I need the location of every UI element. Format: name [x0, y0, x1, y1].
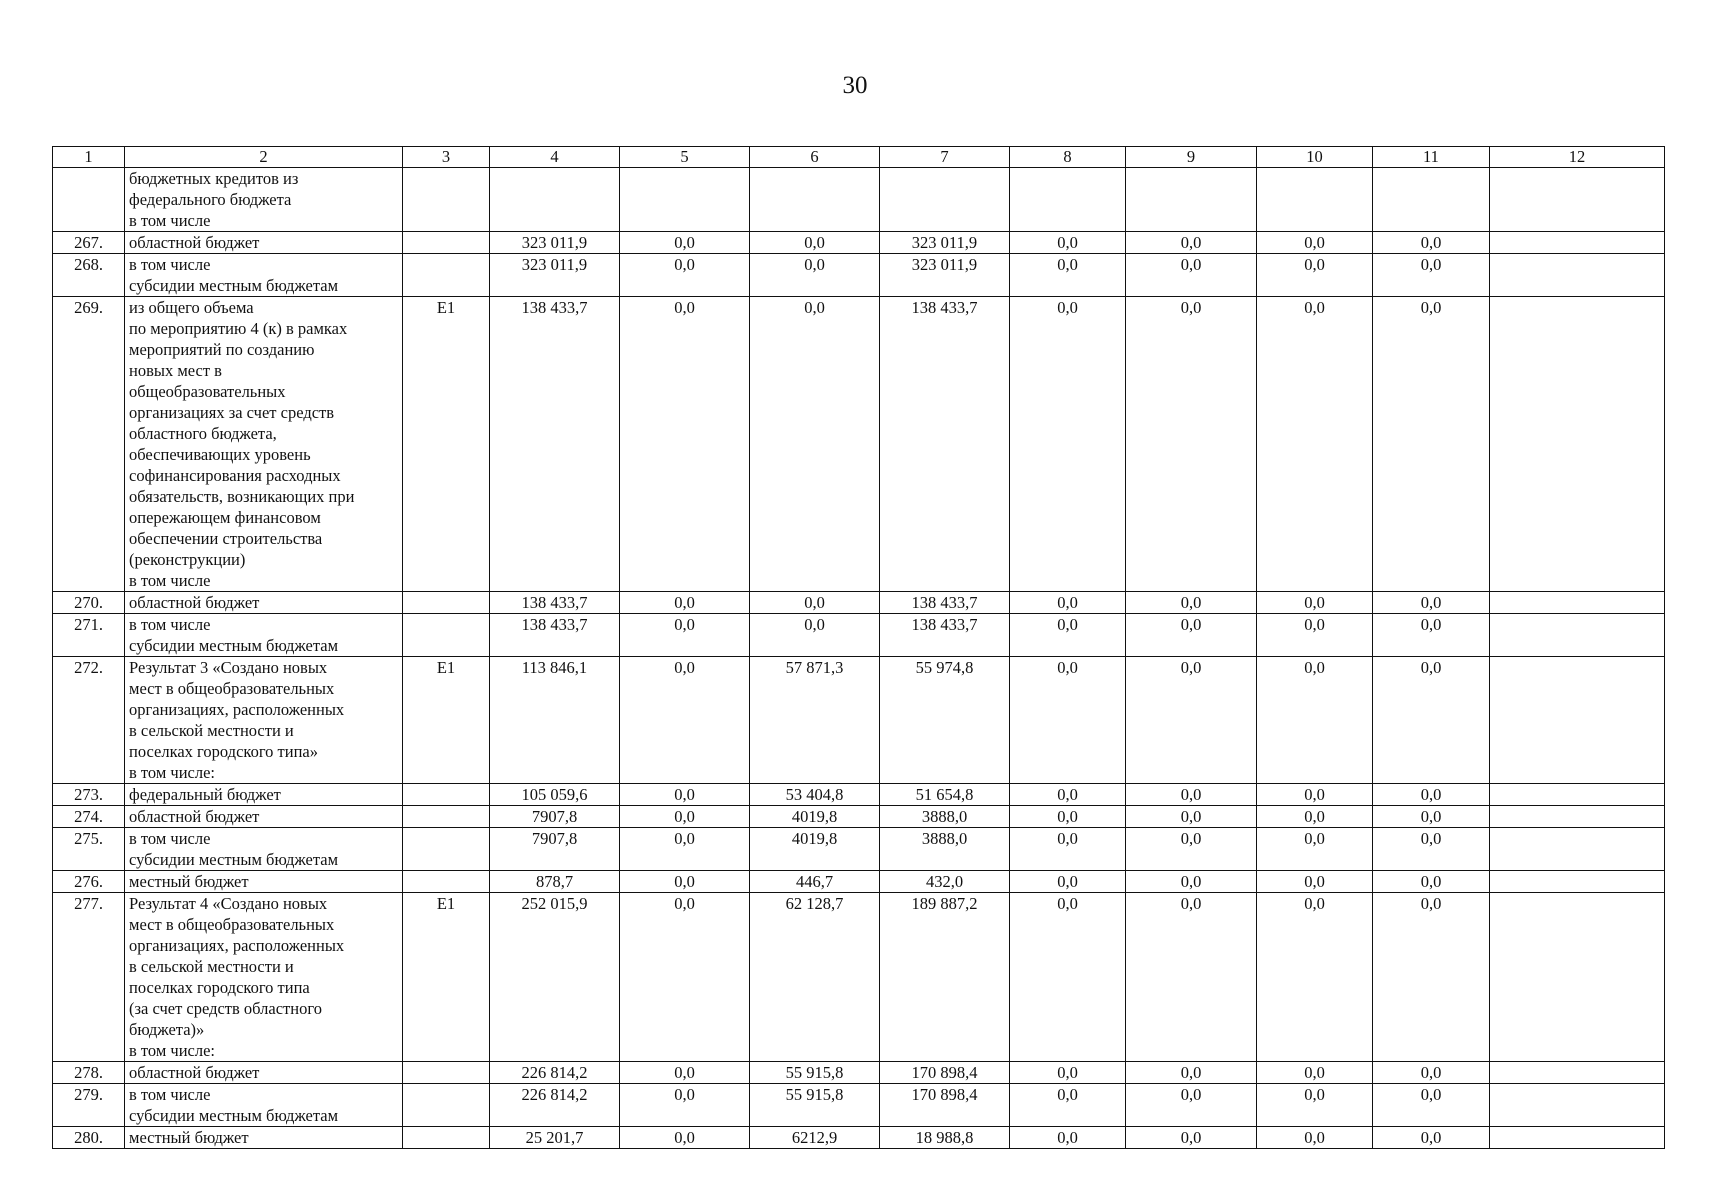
row-code [403, 1084, 490, 1127]
row-description: областной бюджет [125, 232, 403, 254]
table-row [53, 232, 1665, 254]
value-col-5: 0,0 [620, 657, 750, 784]
column-header: 11 [1373, 147, 1490, 168]
value-col-4 [490, 168, 620, 232]
row-number: 269. [53, 297, 125, 592]
table-row [53, 1084, 1665, 1127]
value-col-5: 0,0 [620, 1127, 750, 1149]
table-row [53, 784, 1665, 806]
value-col-11: 0,0 [1373, 592, 1490, 614]
value-col-6: 53 404,8 [750, 784, 880, 806]
row-code [403, 1062, 490, 1084]
value-col-9: 0,0 [1126, 893, 1257, 1062]
value-col-9: 0,0 [1126, 1127, 1257, 1149]
table-row [53, 657, 1665, 784]
row-number: 277. [53, 893, 125, 1062]
value-col-11: 0,0 [1373, 254, 1490, 297]
table-row [53, 828, 1665, 871]
row-description: бюджетных кредитов из федерального бюджета в том числе [125, 168, 403, 232]
value-col-12 [1490, 232, 1665, 254]
value-col-9: 0,0 [1126, 232, 1257, 254]
value-col-8: 0,0 [1010, 232, 1126, 254]
value-col-5: 0,0 [620, 232, 750, 254]
value-col-12 [1490, 1062, 1665, 1084]
value-col-7: 138 433,7 [880, 592, 1010, 614]
value-col-4: 105 059,6 [490, 784, 620, 806]
value-col-9: 0,0 [1126, 871, 1257, 893]
column-header: 12 [1490, 147, 1665, 168]
table-row [53, 1062, 1665, 1084]
column-header: 1 [53, 147, 125, 168]
row-description: из общего объема по мероприятию 4 (к) в рамках мероприятий по созданию новых мест в общеобразовательных организациях за счет средств областного бюджета, обеспечивающих уровень софинансирования расходных обязательств, возникающих при опережающем финансовом обеспечении строительства (реконструкции) в том числе [125, 297, 403, 592]
value-col-8: 0,0 [1010, 1084, 1126, 1127]
row-description: местный бюджет [125, 871, 403, 893]
row-description: в том числе субсидии местным бюджетам [125, 614, 403, 657]
column-header: 9 [1126, 147, 1257, 168]
value-col-12 [1490, 254, 1665, 297]
table-row [53, 614, 1665, 657]
value-col-6: 0,0 [750, 614, 880, 657]
value-col-11: 0,0 [1373, 806, 1490, 828]
row-code [403, 614, 490, 657]
value-col-10: 0,0 [1257, 1127, 1373, 1149]
value-col-12 [1490, 168, 1665, 232]
value-col-6: 0,0 [750, 232, 880, 254]
value-col-8: 0,0 [1010, 806, 1126, 828]
value-col-4: 25 201,7 [490, 1127, 620, 1149]
value-col-7: 55 974,8 [880, 657, 1010, 784]
value-col-7: 323 011,9 [880, 232, 1010, 254]
value-col-10: 0,0 [1257, 297, 1373, 592]
value-col-8 [1010, 168, 1126, 232]
table-row [53, 806, 1665, 828]
value-col-11: 0,0 [1373, 871, 1490, 893]
row-description: местный бюджет [125, 1127, 403, 1149]
value-col-10: 0,0 [1257, 592, 1373, 614]
value-col-10: 0,0 [1257, 254, 1373, 297]
page-number: 30 [842, 72, 868, 99]
value-col-9: 0,0 [1126, 806, 1257, 828]
value-col-4: 226 814,2 [490, 1062, 620, 1084]
table-row [53, 871, 1665, 893]
column-header: 6 [750, 147, 880, 168]
value-col-6: 4019,8 [750, 806, 880, 828]
row-code [403, 784, 490, 806]
value-col-6: 57 871,3 [750, 657, 880, 784]
value-col-9: 0,0 [1126, 1062, 1257, 1084]
value-col-6: 0,0 [750, 592, 880, 614]
value-col-6: 446,7 [750, 871, 880, 893]
value-col-7: 3888,0 [880, 828, 1010, 871]
value-col-5: 0,0 [620, 806, 750, 828]
column-header: 4 [490, 147, 620, 168]
value-col-7: 170 898,4 [880, 1084, 1010, 1127]
value-col-11: 0,0 [1373, 1084, 1490, 1127]
value-col-6: 55 915,8 [750, 1084, 880, 1127]
value-col-10: 0,0 [1257, 806, 1373, 828]
value-col-10: 0,0 [1257, 784, 1373, 806]
row-description: областной бюджет [125, 806, 403, 828]
column-header: 8 [1010, 147, 1126, 168]
value-col-4: 323 011,9 [490, 254, 620, 297]
row-number: 274. [53, 806, 125, 828]
value-col-8: 0,0 [1010, 871, 1126, 893]
budget-table [52, 146, 1665, 1149]
value-col-7: 432,0 [880, 871, 1010, 893]
value-col-8: 0,0 [1010, 657, 1126, 784]
value-col-5: 0,0 [620, 592, 750, 614]
value-col-6: 0,0 [750, 254, 880, 297]
value-col-7: 18 988,8 [880, 1127, 1010, 1149]
value-col-11: 0,0 [1373, 784, 1490, 806]
column-header: 3 [403, 147, 490, 168]
column-header: 2 [125, 147, 403, 168]
value-col-10: 0,0 [1257, 828, 1373, 871]
value-col-5: 0,0 [620, 893, 750, 1062]
value-col-7: 323 011,9 [880, 254, 1010, 297]
value-col-8: 0,0 [1010, 254, 1126, 297]
value-col-5: 0,0 [620, 828, 750, 871]
row-code [403, 1127, 490, 1149]
row-description: в том числе субсидии местным бюджетам [125, 828, 403, 871]
value-col-6 [750, 168, 880, 232]
value-col-12 [1490, 1084, 1665, 1127]
value-col-9: 0,0 [1126, 657, 1257, 784]
table-row [53, 254, 1665, 297]
row-description: областной бюджет [125, 1062, 403, 1084]
value-col-9: 0,0 [1126, 254, 1257, 297]
row-number: 279. [53, 1084, 125, 1127]
value-col-9: 0,0 [1126, 614, 1257, 657]
value-col-11: 0,0 [1373, 297, 1490, 592]
value-col-12 [1490, 871, 1665, 893]
value-col-12 [1490, 784, 1665, 806]
row-description: областной бюджет [125, 592, 403, 614]
value-col-11: 0,0 [1373, 232, 1490, 254]
column-header: 7 [880, 147, 1010, 168]
value-col-9: 0,0 [1126, 297, 1257, 592]
row-number: 268. [53, 254, 125, 297]
value-col-7: 189 887,2 [880, 893, 1010, 1062]
value-col-8: 0,0 [1010, 1062, 1126, 1084]
value-col-9: 0,0 [1126, 784, 1257, 806]
value-col-12 [1490, 297, 1665, 592]
row-description: в том числе субсидии местным бюджетам [125, 1084, 403, 1127]
value-col-4: 7907,8 [490, 806, 620, 828]
value-col-8: 0,0 [1010, 592, 1126, 614]
value-col-6: 4019,8 [750, 828, 880, 871]
value-col-12 [1490, 592, 1665, 614]
value-col-12 [1490, 657, 1665, 784]
table-row [53, 168, 1665, 232]
value-col-10: 0,0 [1257, 1062, 1373, 1084]
value-col-9: 0,0 [1126, 1084, 1257, 1127]
row-number: 276. [53, 871, 125, 893]
row-description: федеральный бюджет [125, 784, 403, 806]
row-number: 278. [53, 1062, 125, 1084]
value-col-12 [1490, 806, 1665, 828]
value-col-7: 138 433,7 [880, 297, 1010, 592]
value-col-10: 0,0 [1257, 232, 1373, 254]
value-col-4: 323 011,9 [490, 232, 620, 254]
value-col-4: 138 433,7 [490, 297, 620, 592]
value-col-7 [880, 168, 1010, 232]
row-number: 280. [53, 1127, 125, 1149]
table-row [53, 1127, 1665, 1149]
value-col-10: 0,0 [1257, 657, 1373, 784]
value-col-8: 0,0 [1010, 828, 1126, 871]
value-col-9: 0,0 [1126, 828, 1257, 871]
value-col-4: 878,7 [490, 871, 620, 893]
value-col-9: 0,0 [1126, 592, 1257, 614]
value-col-12 [1490, 614, 1665, 657]
table-row [53, 297, 1665, 592]
row-number: 275. [53, 828, 125, 871]
row-code [403, 168, 490, 232]
row-code: Е1 [403, 893, 490, 1062]
row-number: 271. [53, 614, 125, 657]
value-col-5: 0,0 [620, 1062, 750, 1084]
row-code [403, 592, 490, 614]
row-number: 270. [53, 592, 125, 614]
value-col-7: 3888,0 [880, 806, 1010, 828]
row-code [403, 806, 490, 828]
value-col-6: 55 915,8 [750, 1062, 880, 1084]
row-code [403, 232, 490, 254]
value-col-7: 138 433,7 [880, 614, 1010, 657]
value-col-12 [1490, 1127, 1665, 1149]
value-col-6: 62 128,7 [750, 893, 880, 1062]
value-col-8: 0,0 [1010, 1127, 1126, 1149]
value-col-5: 0,0 [620, 1084, 750, 1127]
table-body [53, 168, 1665, 1149]
row-description: Результат 3 «Создано новых мест в общеобразовательных организациях, расположенных в сельской местности и поселках городского типа» в том числе: [125, 657, 403, 784]
value-col-4: 138 433,7 [490, 614, 620, 657]
value-col-11: 0,0 [1373, 828, 1490, 871]
value-col-5: 0,0 [620, 254, 750, 297]
value-col-4: 138 433,7 [490, 592, 620, 614]
value-col-10: 0,0 [1257, 893, 1373, 1062]
value-col-8: 0,0 [1010, 297, 1126, 592]
value-col-12 [1490, 893, 1665, 1062]
value-col-11: 0,0 [1373, 657, 1490, 784]
value-col-11: 0,0 [1373, 1062, 1490, 1084]
value-col-5: 0,0 [620, 614, 750, 657]
row-number [53, 168, 125, 232]
row-code: Е1 [403, 657, 490, 784]
row-description: Результат 4 «Создано новых мест в общеобразовательных организациях, расположенных в сельской местности и поселках городского типа (за счет средств областного бюджета)» в том числе: [125, 893, 403, 1062]
value-col-10: 0,0 [1257, 871, 1373, 893]
row-code [403, 871, 490, 893]
value-col-8: 0,0 [1010, 614, 1126, 657]
value-col-12 [1490, 828, 1665, 871]
row-number: 273. [53, 784, 125, 806]
column-header: 5 [620, 147, 750, 168]
value-col-10 [1257, 168, 1373, 232]
column-header: 10 [1257, 147, 1373, 168]
row-description: в том числе субсидии местным бюджетам [125, 254, 403, 297]
table-row [53, 592, 1665, 614]
value-col-6: 0,0 [750, 297, 880, 592]
value-col-4: 113 846,1 [490, 657, 620, 784]
value-col-4: 226 814,2 [490, 1084, 620, 1127]
value-col-8: 0,0 [1010, 893, 1126, 1062]
value-col-11: 0,0 [1373, 1127, 1490, 1149]
value-col-10: 0,0 [1257, 1084, 1373, 1127]
row-code [403, 828, 490, 871]
value-col-9 [1126, 168, 1257, 232]
value-col-5 [620, 168, 750, 232]
value-col-10: 0,0 [1257, 614, 1373, 657]
row-number: 267. [53, 232, 125, 254]
row-code: Е1 [403, 297, 490, 592]
value-col-5: 0,0 [620, 784, 750, 806]
value-col-5: 0,0 [620, 871, 750, 893]
row-code [403, 254, 490, 297]
value-col-7: 51 654,8 [880, 784, 1010, 806]
value-col-5: 0,0 [620, 297, 750, 592]
value-col-11 [1373, 168, 1490, 232]
value-col-7: 170 898,4 [880, 1062, 1010, 1084]
table-row [53, 893, 1665, 1062]
value-col-6: 6212,9 [750, 1127, 880, 1149]
value-col-11: 0,0 [1373, 614, 1490, 657]
value-col-11: 0,0 [1373, 893, 1490, 1062]
row-number: 272. [53, 657, 125, 784]
column-number-row [53, 147, 1665, 168]
value-col-4: 252 015,9 [490, 893, 620, 1062]
value-col-4: 7907,8 [490, 828, 620, 871]
value-col-8: 0,0 [1010, 784, 1126, 806]
